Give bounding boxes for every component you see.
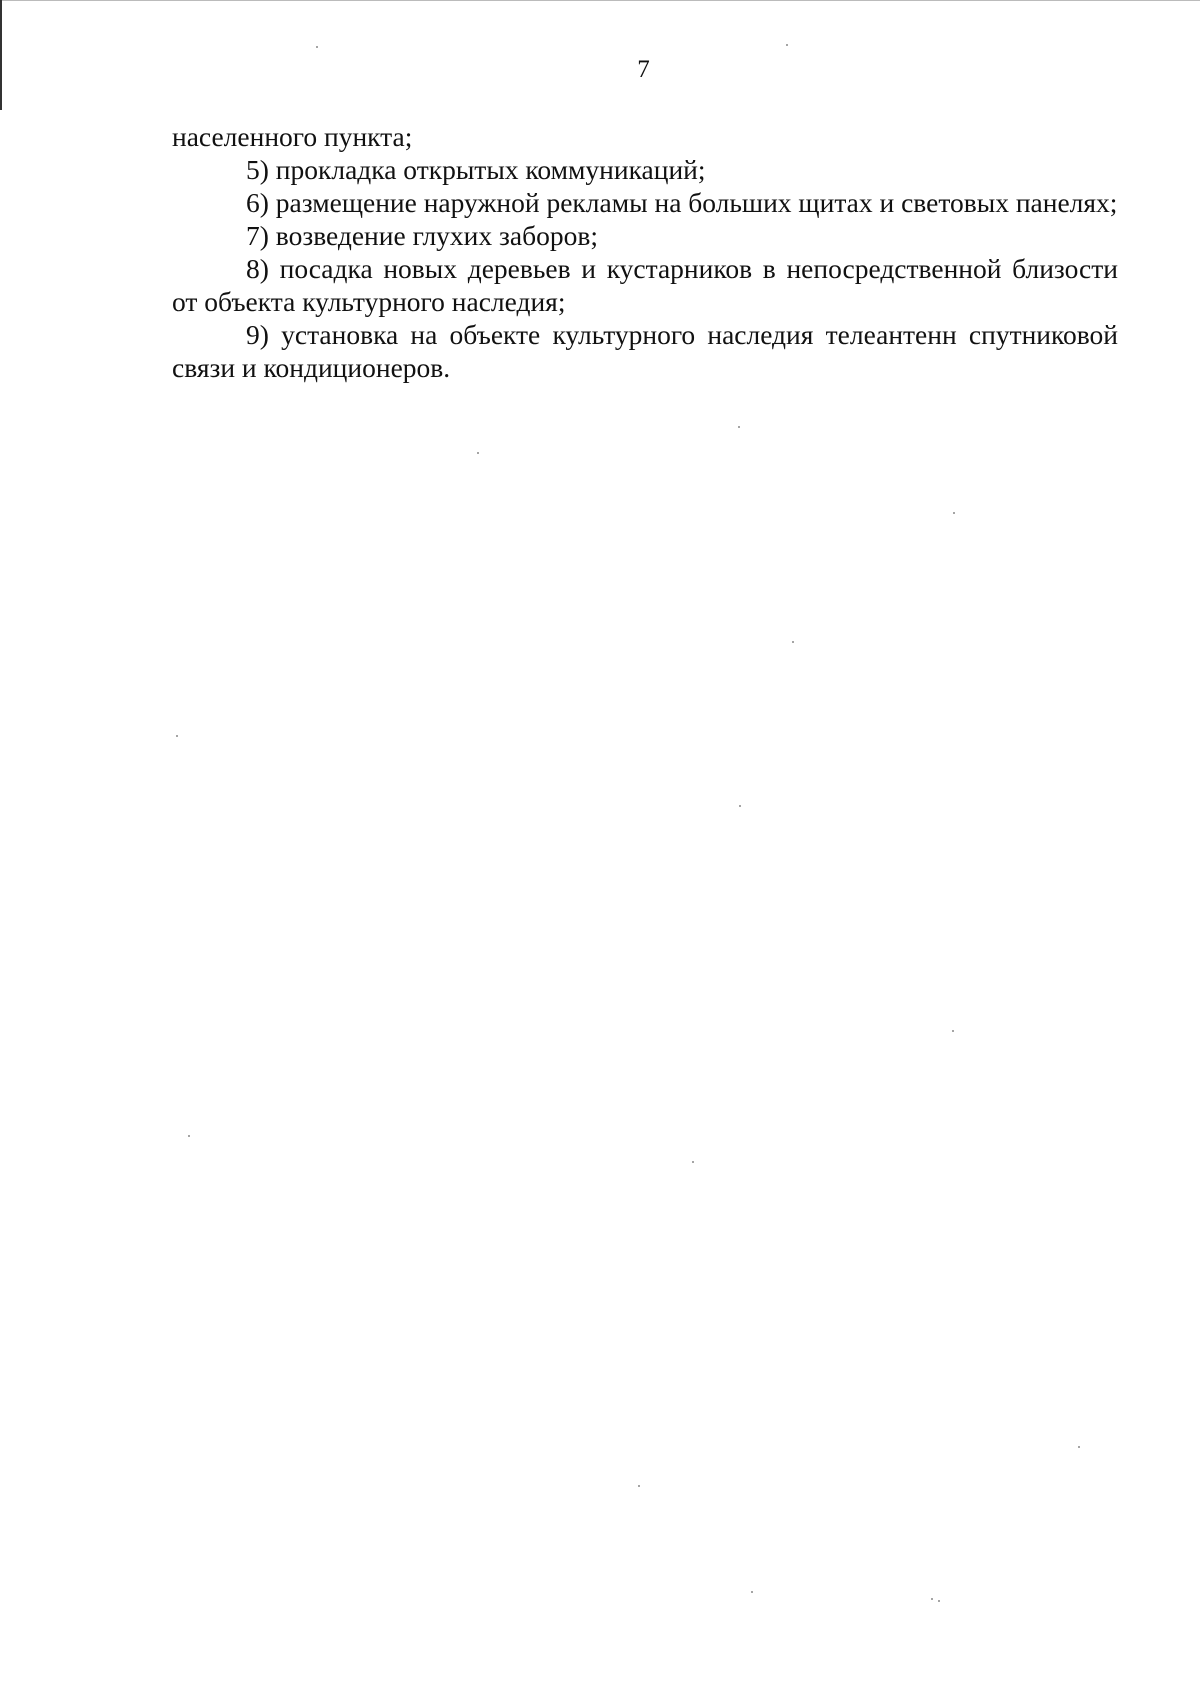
list-item-8: 8) посадка новых деревьев и кустарников в непосредственной близости от объекта культурного наследия;	[172, 253, 1118, 317]
scan-speck	[751, 1591, 753, 1593]
list-item-7: 7) возведение глухих заборов;	[246, 220, 598, 251]
page-left-edge	[0, 0, 2, 110]
scan-speck	[692, 1161, 694, 1163]
scan-speck	[1078, 1446, 1080, 1448]
body-text	[172, 120, 1118, 384]
scan-speck	[738, 426, 740, 428]
scan-speck	[931, 1598, 933, 1600]
scan-speck	[952, 1030, 954, 1032]
list-item-5: 5) прокладка открытых коммуникаций;	[246, 154, 706, 185]
scan-speck	[316, 46, 318, 48]
list-item-6: 6) размещение наружной рекламы на больших щитах и световых панелях;	[246, 187, 1118, 218]
scan-speck	[176, 735, 178, 737]
list-item-9: 9) установка на объекте культурного наследия телеантенн спутниковой связи и кондиционеров.	[172, 319, 1118, 383]
paragraph-continuation: населенного пункта;	[172, 121, 413, 152]
scan-speck	[188, 1135, 190, 1137]
scan-speck	[938, 1600, 940, 1602]
scan-speck	[638, 1485, 640, 1487]
scan-speck	[739, 805, 741, 807]
scan-speck	[786, 44, 788, 46]
scan-speck	[953, 512, 955, 514]
page-top-edge	[0, 0, 1200, 1]
scan-speck	[792, 641, 794, 643]
page-number: 7	[637, 56, 650, 83]
scan-speck	[477, 452, 479, 454]
